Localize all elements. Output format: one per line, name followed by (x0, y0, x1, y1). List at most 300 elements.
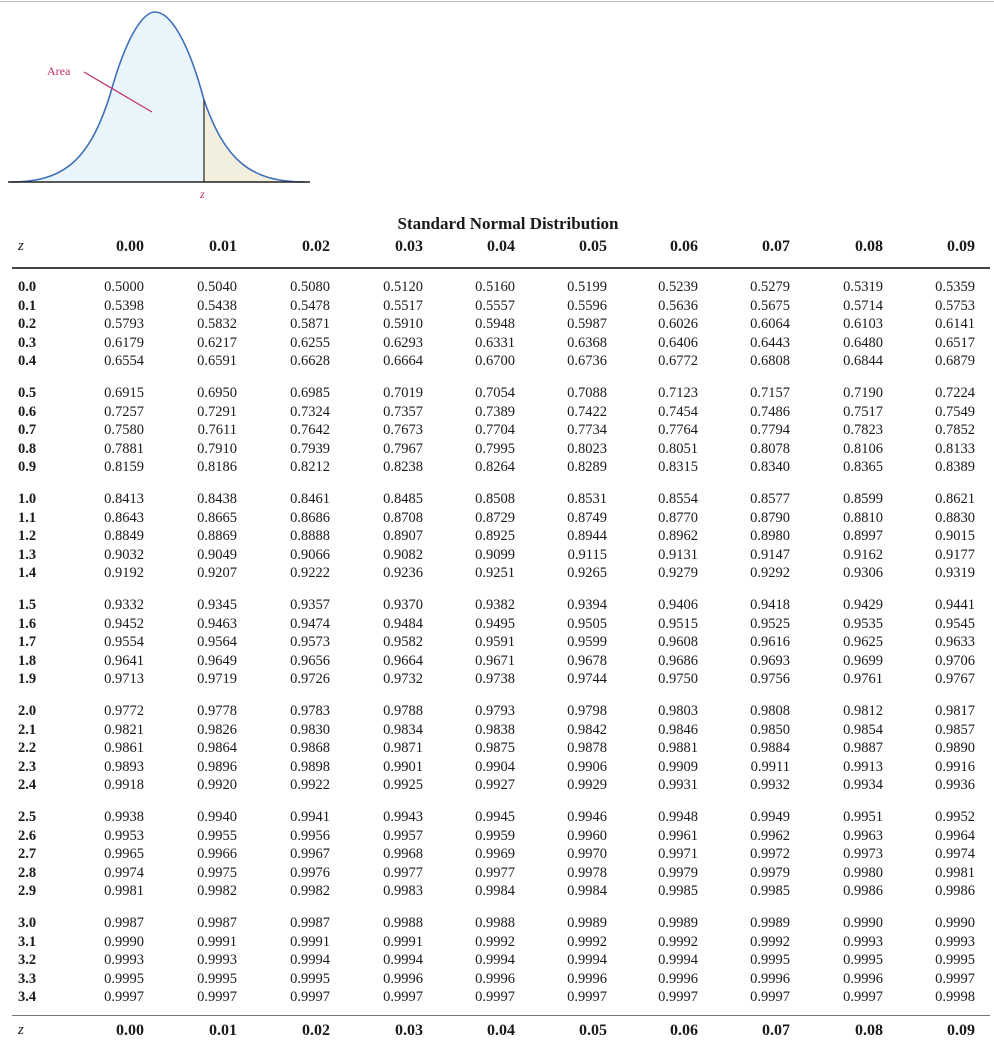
probability-cell: 0.9938 (104, 809, 144, 825)
probability-cell: 0.9934 (843, 777, 883, 794)
probability-cell: 0.9961 (658, 827, 698, 844)
probability-cell: 0.9964 (935, 827, 975, 844)
probability-cell: 0.6217 (197, 334, 237, 351)
probability-cell: 0.9997 (383, 989, 423, 1006)
column-footer: 0.00 (116, 1022, 144, 1039)
probability-cell: 0.9932 (750, 777, 790, 794)
probability-cell: 0.6141 (935, 316, 975, 333)
probability-cell: 0.9901 (383, 758, 423, 775)
probability-cell: 0.7190 (843, 385, 883, 401)
table-row (0, 595, 994, 615)
probability-cell: 0.6772 (658, 353, 698, 370)
header-rule (12, 267, 990, 269)
column-header: 0.01 (209, 238, 237, 255)
probability-cell: 0.7704 (475, 422, 515, 439)
probability-cell: 0.9996 (658, 970, 698, 987)
z-value: 2.7 (18, 846, 37, 863)
probability-cell: 0.9474 (290, 615, 330, 632)
probability-cell: 0.9945 (475, 809, 515, 825)
z-value: 3.1 (18, 933, 37, 950)
probability-cell: 0.9995 (935, 952, 975, 969)
probability-cell: 0.9798 (567, 703, 607, 719)
column-header: 0.02 (302, 238, 330, 255)
probability-cell: 0.9982 (197, 883, 237, 900)
z-label: z (200, 187, 205, 201)
probability-cell: 0.9996 (475, 970, 515, 987)
probability-cell: 0.8980 (750, 528, 790, 545)
probability-cell: 0.6406 (658, 334, 698, 351)
probability-cell: 0.9941 (290, 809, 330, 825)
probability-cell: 0.5040 (197, 279, 237, 295)
probability-cell: 0.9868 (290, 740, 330, 757)
z-value: 1.6 (18, 615, 37, 632)
probability-cell: 0.8849 (104, 528, 144, 545)
probability-cell: 0.9990 (104, 933, 144, 950)
z-value: 0.8 (18, 440, 37, 457)
probability-cell: 0.6517 (935, 334, 975, 351)
probability-cell: 0.9591 (475, 634, 515, 651)
probability-cell: 0.9996 (383, 970, 423, 987)
probability-cell: 0.7257 (104, 403, 144, 420)
probability-cell: 0.9713 (104, 671, 144, 688)
probability-cell: 0.5557 (475, 297, 515, 314)
z-value: 1.2 (18, 528, 37, 545)
table-row (0, 932, 994, 952)
column-header: 0.03 (395, 238, 423, 255)
probability-cell: 0.8997 (843, 528, 883, 545)
column-header: 0.00 (116, 238, 144, 255)
probability-cell: 0.9922 (290, 777, 330, 794)
probability-cell: 0.9991 (290, 933, 330, 950)
probability-cell: 0.7642 (290, 422, 330, 439)
probability-cell: 0.8461 (290, 491, 330, 507)
z-value: 0.9 (18, 459, 37, 476)
probability-cell: 0.7881 (104, 440, 144, 457)
probability-cell: 0.9147 (750, 546, 790, 563)
probability-cell: 0.9931 (658, 777, 698, 794)
probability-cell: 0.9955 (197, 827, 237, 844)
probability-cell: 0.8389 (935, 459, 975, 476)
z-value: 0.4 (18, 353, 37, 370)
probability-cell: 0.9990 (935, 915, 975, 931)
probability-cell: 0.9953 (104, 827, 144, 844)
table-row (0, 420, 994, 440)
probability-cell: 0.5675 (750, 297, 790, 314)
probability-cell: 0.9997 (567, 989, 607, 1006)
probability-cell: 0.9994 (383, 952, 423, 969)
z-value: 0.1 (18, 297, 37, 314)
probability-cell: 0.8729 (475, 509, 515, 526)
probability-cell: 0.7054 (475, 385, 515, 401)
z-value: 2.1 (18, 721, 37, 738)
probability-cell: 0.9893 (104, 758, 144, 775)
probability-cell: 0.9997 (104, 989, 144, 1006)
z-value: 1.1 (18, 509, 37, 526)
probability-cell: 0.5948 (475, 316, 515, 333)
probability-cell: 0.9967 (290, 846, 330, 863)
probability-cell: 0.9878 (567, 740, 607, 757)
probability-cell: 0.9927 (475, 777, 515, 794)
probability-cell: 0.9788 (383, 703, 423, 719)
probability-cell: 0.9803 (658, 703, 698, 719)
z-value: 0.2 (18, 316, 37, 333)
probability-cell: 0.5319 (843, 279, 883, 295)
probability-cell: 0.8686 (290, 509, 330, 526)
probability-cell: 0.5987 (567, 316, 607, 333)
probability-cell: 0.8212 (290, 459, 330, 476)
probability-cell: 0.9573 (290, 634, 330, 651)
probability-cell: 0.9997 (658, 989, 698, 1006)
probability-cell: 0.9904 (475, 758, 515, 775)
probability-cell: 0.9929 (567, 777, 607, 794)
probability-cell: 0.9857 (935, 721, 975, 738)
probability-cell: 0.8962 (658, 528, 698, 545)
curve-left-area (10, 12, 204, 182)
probability-cell: 0.8438 (197, 491, 237, 507)
probability-cell: 0.9979 (658, 864, 698, 881)
probability-cell: 0.9960 (567, 827, 607, 844)
column-footer: 0.02 (302, 1022, 330, 1039)
probability-cell: 0.9554 (104, 634, 144, 651)
probability-cell: 0.7939 (290, 440, 330, 457)
probability-cell: 0.5517 (383, 297, 423, 314)
probability-cell: 0.9418 (750, 597, 790, 613)
probability-cell: 0.9706 (935, 652, 975, 669)
probability-cell: 0.8944 (567, 528, 607, 545)
probability-cell: 0.8413 (104, 491, 144, 507)
probability-cell: 0.6844 (843, 353, 883, 370)
probability-cell: 0.9973 (843, 846, 883, 863)
probability-cell: 0.9884 (750, 740, 790, 757)
probability-cell: 0.9965 (104, 846, 144, 863)
probability-cell: 0.8023 (567, 440, 607, 457)
probability-cell: 0.9977 (475, 864, 515, 881)
probability-cell: 0.5438 (197, 297, 237, 314)
probability-cell: 0.6985 (290, 385, 330, 401)
z-value: 1.3 (18, 546, 37, 563)
table-row (0, 775, 994, 795)
probability-cell: 0.9898 (290, 758, 330, 775)
probability-cell: 0.9767 (935, 671, 975, 688)
probability-cell: 0.5871 (290, 316, 330, 333)
table-row (0, 402, 994, 422)
probability-cell: 0.9332 (104, 597, 144, 613)
probability-cell: 0.5714 (843, 297, 883, 314)
probability-cell: 0.9854 (843, 721, 883, 738)
probability-cell: 0.9985 (658, 883, 698, 900)
z-value: 1.4 (18, 565, 37, 582)
probability-cell: 0.7580 (104, 422, 144, 439)
probability-cell: 0.9515 (658, 615, 698, 632)
probability-cell: 0.8485 (383, 491, 423, 507)
column-header: 0.05 (579, 238, 607, 255)
z-value: 0.3 (18, 334, 37, 351)
probability-cell: 0.9545 (935, 615, 975, 632)
table-row (0, 277, 994, 297)
probability-cell: 0.9909 (658, 758, 698, 775)
probability-cell: 0.8315 (658, 459, 698, 476)
probability-cell: 0.6331 (475, 334, 515, 351)
probability-cell: 0.9861 (104, 740, 144, 757)
probability-cell: 0.9732 (383, 671, 423, 688)
probability-cell: 0.7224 (935, 385, 975, 401)
probability-cell: 0.8790 (750, 509, 790, 526)
probability-cell: 0.9599 (567, 634, 607, 651)
probability-cell: 0.8365 (843, 459, 883, 476)
probability-cell: 0.9979 (750, 864, 790, 881)
table-row (0, 457, 994, 477)
probability-cell: 0.6736 (567, 353, 607, 370)
z-value: 0.7 (18, 422, 37, 439)
probability-cell: 0.9115 (567, 546, 607, 563)
z-column-footer: z (18, 1022, 24, 1038)
probability-cell: 0.7549 (935, 403, 975, 420)
probability-cell: 0.9959 (475, 827, 515, 844)
probability-cell: 0.8749 (567, 509, 607, 526)
probability-cell: 0.5000 (104, 279, 144, 295)
z-value: 2.0 (18, 703, 37, 719)
probability-cell: 0.5160 (475, 279, 515, 295)
probability-cell: 0.9162 (843, 546, 883, 563)
probability-cell: 0.9783 (290, 703, 330, 719)
probability-cell: 0.9750 (658, 671, 698, 688)
probability-cell: 0.9913 (843, 758, 883, 775)
z-value: 2.6 (18, 827, 37, 844)
probability-cell: 0.9997 (843, 989, 883, 1006)
probability-cell: 0.7764 (658, 422, 698, 439)
probability-cell: 0.8106 (843, 440, 883, 457)
probability-cell: 0.6664 (383, 353, 423, 370)
probability-cell: 0.9625 (843, 634, 883, 651)
probability-cell: 0.9940 (197, 809, 237, 825)
probability-cell: 0.9986 (843, 883, 883, 900)
probability-cell: 0.5239 (658, 279, 698, 295)
probability-cell: 0.9971 (658, 846, 698, 863)
z-value: 1.5 (18, 597, 37, 613)
column-header: 0.06 (670, 238, 698, 255)
table-row (0, 383, 994, 403)
table-row (0, 508, 994, 528)
probability-cell: 0.9957 (383, 827, 423, 844)
probability-cell: 0.9988 (475, 915, 515, 931)
probability-cell: 0.9756 (750, 671, 790, 688)
probability-cell: 0.8621 (935, 491, 975, 507)
probability-cell: 0.9875 (475, 740, 515, 757)
probability-cell: 0.9986 (935, 883, 975, 900)
column-footer-row (0, 1022, 994, 1044)
probability-cell: 0.6064 (750, 316, 790, 333)
probability-cell: 0.9994 (658, 952, 698, 969)
probability-cell: 0.9864 (197, 740, 237, 757)
probability-cell: 0.9989 (750, 915, 790, 931)
probability-cell: 0.9881 (658, 740, 698, 757)
probability-cell: 0.6255 (290, 334, 330, 351)
z-value: 2.3 (18, 758, 37, 775)
probability-cell: 0.9890 (935, 740, 975, 757)
probability-cell: 0.9998 (935, 989, 975, 1006)
probability-cell: 0.9983 (383, 883, 423, 900)
probability-cell: 0.9793 (475, 703, 515, 719)
probability-cell: 0.9641 (104, 652, 144, 669)
probability-cell: 0.8869 (197, 528, 237, 545)
probability-cell: 0.9997 (197, 989, 237, 1006)
probability-cell: 0.8925 (475, 528, 515, 545)
table-row (0, 844, 994, 864)
probability-cell: 0.9761 (843, 671, 883, 688)
probability-cell: 0.9066 (290, 546, 330, 563)
probability-cell: 0.9995 (290, 970, 330, 987)
probability-cell: 0.7823 (843, 422, 883, 439)
probability-cell: 0.5832 (197, 316, 237, 333)
column-header: 0.07 (762, 238, 790, 255)
probability-cell: 0.9981 (104, 883, 144, 900)
probability-cell: 0.9633 (935, 634, 975, 651)
probability-cell: 0.7486 (750, 403, 790, 420)
column-footer: 0.06 (670, 1022, 698, 1039)
probability-cell: 0.9772 (104, 703, 144, 719)
table-row (0, 545, 994, 565)
probability-cell: 0.9974 (104, 864, 144, 881)
column-footer: 0.03 (395, 1022, 423, 1039)
probability-cell: 0.9963 (843, 827, 883, 844)
column-footer: 0.09 (947, 1022, 975, 1039)
table-title: Standard Normal Distribution (397, 214, 619, 233)
probability-cell: 0.9968 (383, 846, 423, 863)
probability-cell: 0.9429 (843, 597, 883, 613)
probability-cell: 0.9817 (935, 703, 975, 719)
probability-cell: 0.9345 (197, 597, 237, 613)
probability-cell: 0.6915 (104, 385, 144, 401)
table-row (0, 807, 994, 827)
probability-cell: 0.9738 (475, 671, 515, 688)
probability-cell: 0.9834 (383, 721, 423, 738)
probability-cell: 0.7357 (383, 403, 423, 420)
probability-cell: 0.9887 (843, 740, 883, 757)
probability-cell: 0.9936 (935, 777, 975, 794)
probability-cell: 0.9099 (475, 546, 515, 563)
column-header: 0.08 (855, 238, 883, 255)
probability-cell: 0.9997 (750, 989, 790, 1006)
probability-cell: 0.9251 (475, 565, 515, 582)
z-value: 3.0 (18, 915, 37, 931)
probability-cell: 0.9918 (104, 777, 144, 794)
probability-cell: 0.9850 (750, 721, 790, 738)
probability-cell: 0.7995 (475, 440, 515, 457)
probability-cell: 0.9678 (567, 652, 607, 669)
z-value: 0.6 (18, 403, 37, 420)
probability-cell: 0.9970 (567, 846, 607, 863)
probability-cell: 0.6700 (475, 353, 515, 370)
table-row (0, 439, 994, 459)
column-header: 0.04 (487, 238, 515, 255)
probability-cell: 0.5596 (567, 297, 607, 314)
z-value: 2.8 (18, 864, 37, 881)
probability-cell: 0.7794 (750, 422, 790, 439)
z-value: 2.9 (18, 883, 37, 900)
probability-cell: 0.9982 (290, 883, 330, 900)
probability-cell: 0.9463 (197, 615, 237, 632)
footer-rule (12, 1015, 990, 1016)
probability-cell: 0.9974 (935, 846, 975, 863)
probability-cell: 0.9920 (197, 777, 237, 794)
probability-cell: 0.9525 (750, 615, 790, 632)
probability-cell: 0.9719 (197, 671, 237, 688)
z-value: 2.2 (18, 740, 37, 757)
probability-cell: 0.9319 (935, 565, 975, 582)
probability-cell: 0.7967 (383, 440, 423, 457)
z-column-header: z (18, 238, 24, 254)
table-row (0, 969, 994, 989)
probability-cell: 0.8159 (104, 459, 144, 476)
probability-cell: 0.5279 (750, 279, 790, 295)
probability-cell: 0.9984 (475, 883, 515, 900)
probability-cell: 0.8531 (567, 491, 607, 507)
probability-cell: 0.9032 (104, 546, 144, 563)
probability-cell: 0.9911 (750, 758, 790, 775)
probability-cell: 0.9988 (383, 915, 423, 931)
probability-cell: 0.6554 (104, 353, 144, 370)
probability-cell: 0.8508 (475, 491, 515, 507)
probability-cell: 0.9394 (567, 597, 607, 613)
probability-cell: 0.9976 (290, 864, 330, 881)
z-value: 2.4 (18, 777, 37, 794)
probability-cell: 0.9975 (197, 864, 237, 881)
probability-cell: 0.9977 (383, 864, 423, 881)
probability-cell: 0.9292 (750, 565, 790, 582)
probability-cell: 0.9992 (658, 933, 698, 950)
probability-cell: 0.9656 (290, 652, 330, 669)
probability-cell: 0.9582 (383, 634, 423, 651)
probability-cell: 0.8186 (197, 459, 237, 476)
probability-cell: 0.5753 (935, 297, 975, 314)
probability-cell: 0.9995 (104, 970, 144, 987)
probability-cell: 0.9949 (750, 809, 790, 825)
probability-cell: 0.9842 (567, 721, 607, 738)
table-row (0, 757, 994, 777)
z-value: 3.3 (18, 970, 37, 987)
probability-cell: 0.8289 (567, 459, 607, 476)
probability-cell: 0.5080 (290, 279, 330, 295)
probability-cell: 0.9994 (475, 952, 515, 969)
probability-cell: 0.9192 (104, 565, 144, 582)
table-row (0, 881, 994, 901)
probability-cell: 0.9812 (843, 703, 883, 719)
probability-cell: 0.9991 (383, 933, 423, 950)
probability-cell: 0.9989 (567, 915, 607, 931)
probability-cell: 0.9306 (843, 565, 883, 582)
column-footer: 0.04 (487, 1022, 515, 1039)
probability-cell: 0.9693 (750, 652, 790, 669)
z-value: 3.4 (18, 989, 37, 1006)
probability-cell: 0.7157 (750, 385, 790, 401)
probability-cell: 0.8577 (750, 491, 790, 507)
table-row (0, 333, 994, 353)
probability-cell: 0.9925 (383, 777, 423, 794)
probability-cell: 0.9744 (567, 671, 607, 688)
probability-cell: 0.7734 (567, 422, 607, 439)
probability-cell: 0.9564 (197, 634, 237, 651)
probability-cell: 0.6628 (290, 353, 330, 370)
probability-cell: 0.9838 (475, 721, 515, 738)
column-header-row (0, 238, 994, 260)
table-row (0, 720, 994, 740)
probability-cell: 0.5636 (658, 297, 698, 314)
column-header: 0.09 (947, 238, 975, 255)
probability-cell: 0.8665 (197, 509, 237, 526)
area-label: Area (47, 64, 71, 78)
curve-tail-area (204, 100, 305, 182)
probability-cell: 0.9946 (567, 809, 607, 825)
